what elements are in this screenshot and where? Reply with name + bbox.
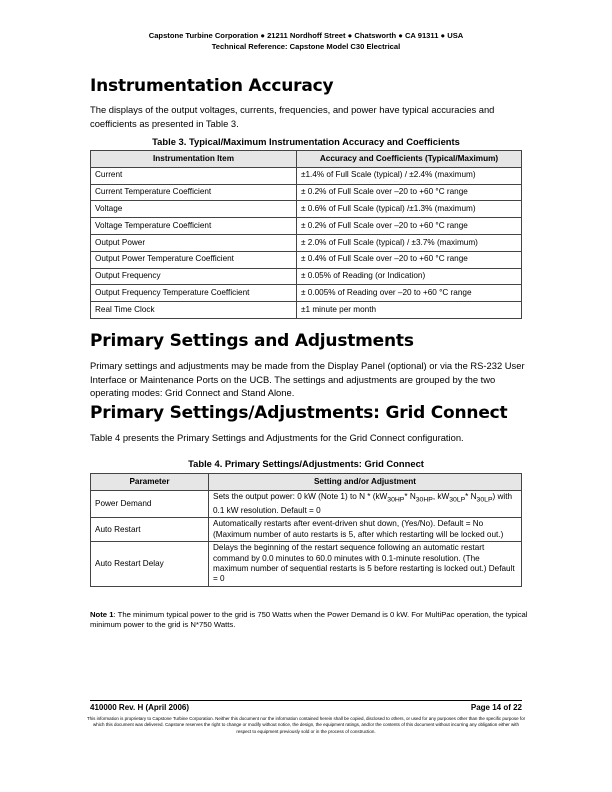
- table-row: [91, 234, 522, 251]
- table-row: [91, 302, 522, 319]
- table-cell-accuracy: ±1 minute per month: [297, 302, 522, 319]
- section-title-instrumentation-accuracy: Instrumentation Accuracy: [90, 76, 334, 96]
- power-demand-text: ) with 0.1 kW resolution. Default = 0: [213, 492, 513, 516]
- table-header-row: [91, 151, 522, 168]
- table-row: [91, 285, 522, 302]
- table-cell-parameter: Power Demand: [91, 491, 209, 518]
- table-row: [91, 268, 522, 285]
- table-row: [91, 167, 522, 184]
- table-cell-accuracy: ±1.4% of Full Scale (typical) / ±2.4% (maximum): [297, 167, 522, 184]
- power-demand-text: * N: [404, 492, 416, 501]
- table-row: [91, 201, 522, 218]
- table-row: [91, 518, 522, 542]
- power-demand-text: * N: [465, 492, 477, 501]
- column-header-instrumentation-item: Instrumentation Item: [91, 151, 297, 168]
- table-cell-accuracy: ± 2.0% of Full Scale (typical) / ±3.7% (maximum): [297, 234, 522, 251]
- header-company-line: Capstone Turbine Corporation ● 21211 Nordhoff Street ● Chatsworth ● CA 91311 ● USA: [148, 31, 464, 40]
- table-cell-setting: Delays the beginning of the restart sequence following an automatic restart command by 0.0 minutes to 60.0 minutes with 0.1-minute resolution. (The maximum number of sequential restarts is 5 before restarting is locked out.) Default = 0: [209, 542, 522, 587]
- table-row: [91, 491, 522, 518]
- instrumentation-accuracy-table: [90, 150, 522, 319]
- footer-page-number: Page 14 of 22: [470, 703, 522, 712]
- table-cell-parameter: Auto Restart Delay: [91, 542, 209, 587]
- section-body-primary-settings: Primary settings and adjustments may be made from the Display Panel (optional) or via the RS-232 User Interface or Maintenance Ports on the UCB. The settings and adjustments are grouped by the two operating modes: Grid Connect and Stand Alone.: [90, 360, 525, 398]
- table-cell-item: Voltage: [91, 201, 297, 218]
- header-reference-line: Technical Reference: Capstone Model C30 Electrical: [211, 42, 401, 51]
- table-row: [91, 184, 522, 201]
- table-cell-item: Current Temperature Coefficient: [91, 184, 297, 201]
- section-body-grid-connect: Table 4 presents the Primary Settings and Adjustments for the Grid Connect configuration.: [90, 432, 464, 443]
- table-cell-accuracy: ± 0.2% of Full Scale over –20 to +60 °C range: [297, 184, 522, 201]
- table-cell-item: Output Power: [91, 234, 297, 251]
- table3-caption: Table 3. Typical/Maximum Instrumentation Accuracy and Coefficients: [152, 136, 460, 147]
- column-header-setting: Setting and/or Adjustment: [209, 474, 522, 491]
- table-cell-accuracy: ± 0.2% of Full Scale over –20 to +60 °C range: [297, 218, 522, 235]
- column-header-parameter: Parameter: [91, 474, 209, 491]
- power-demand-subscript: 30LP: [449, 496, 466, 504]
- table-cell-setting: [209, 491, 522, 518]
- table-row: [91, 251, 522, 268]
- footer-divider: [90, 700, 522, 701]
- table-cell-accuracy: ± 0.05% of Reading (or Indication): [297, 268, 522, 285]
- footer-disclaimer: This information is proprietary to Capstone Turbine Corporation. Neither this document nor the information contained herein shall be copied, disclosed to others, or used for any purposes other than the specific purpose for which this document was delivered. Capstone reserves the right to change or modify without notice, the design, the equipment ratings, and/or the contents of this document without incurring any obligation either with respect to equipment previously sold or in the process of construction.: [86, 716, 526, 734]
- section-title-primary-settings: Primary Settings and Adjustments: [90, 331, 414, 351]
- table-cell-item: Output Frequency Temperature Coefficient: [91, 285, 297, 302]
- table-cell-accuracy: ± 0.005% of Reading over –20 to +60 °C range: [297, 285, 522, 302]
- power-demand-subscript: 30HP: [387, 496, 405, 504]
- table-header-row: [91, 474, 522, 491]
- table-row: [91, 218, 522, 235]
- section-title-grid-connect: Primary Settings/Adjustments: Grid Connect: [90, 403, 508, 423]
- note-text: : The minimum typical power to the grid is 750 Watts when the Power Demand is 0 kW. For MultiPac operation, the typical minimum power to the grid is N*750 Watts.: [90, 610, 528, 630]
- grid-connect-settings-table: [90, 473, 522, 587]
- table-cell-accuracy: ± 0.6% of Full Scale (typical) /±1.3% (maximum): [297, 201, 522, 218]
- footer-document-id: 410000 Rev. H (April 2006): [90, 703, 190, 712]
- power-demand-text: , kW: [432, 492, 450, 501]
- power-demand-subscript: 30HP: [415, 496, 433, 504]
- table-cell-item: Output Frequency: [91, 268, 297, 285]
- table-cell-setting: Automatically restarts after event-driven shut down, (Yes/No). Default = No (Maximum number of auto restarts is 5, after which restarting will be locked out.): [209, 518, 522, 542]
- power-demand-subscript: 30LP: [476, 496, 493, 504]
- table-cell-item: Output Power Temperature Coefficient: [91, 251, 297, 268]
- table4-caption: Table 4. Primary Settings/Adjustments: Grid Connect: [188, 458, 424, 469]
- table-cell-item: Current: [91, 167, 297, 184]
- table-cell-parameter: Auto Restart: [91, 518, 209, 542]
- table-cell-item: Real Time Clock: [91, 302, 297, 319]
- table-cell-accuracy: ± 0.4% of Full Scale over –20 to +60 °C range: [297, 251, 522, 268]
- table-row: [91, 542, 522, 587]
- column-header-accuracy: Accuracy and Coefficients (Typical/Maximum): [297, 151, 522, 168]
- section-body-instrumentation-accuracy: The displays of the output voltages, currents, frequencies, and power have typical accuracies and coefficients as presented in Table 3.: [90, 104, 495, 129]
- page-header: [0, 30, 612, 52]
- power-demand-text: Sets the output power: 0 kW (Note 1) to N * (kW: [213, 492, 388, 501]
- note-label: Note 1: [90, 610, 114, 619]
- table-note: [90, 610, 530, 631]
- table-cell-item: Voltage Temperature Coefficient: [91, 218, 297, 235]
